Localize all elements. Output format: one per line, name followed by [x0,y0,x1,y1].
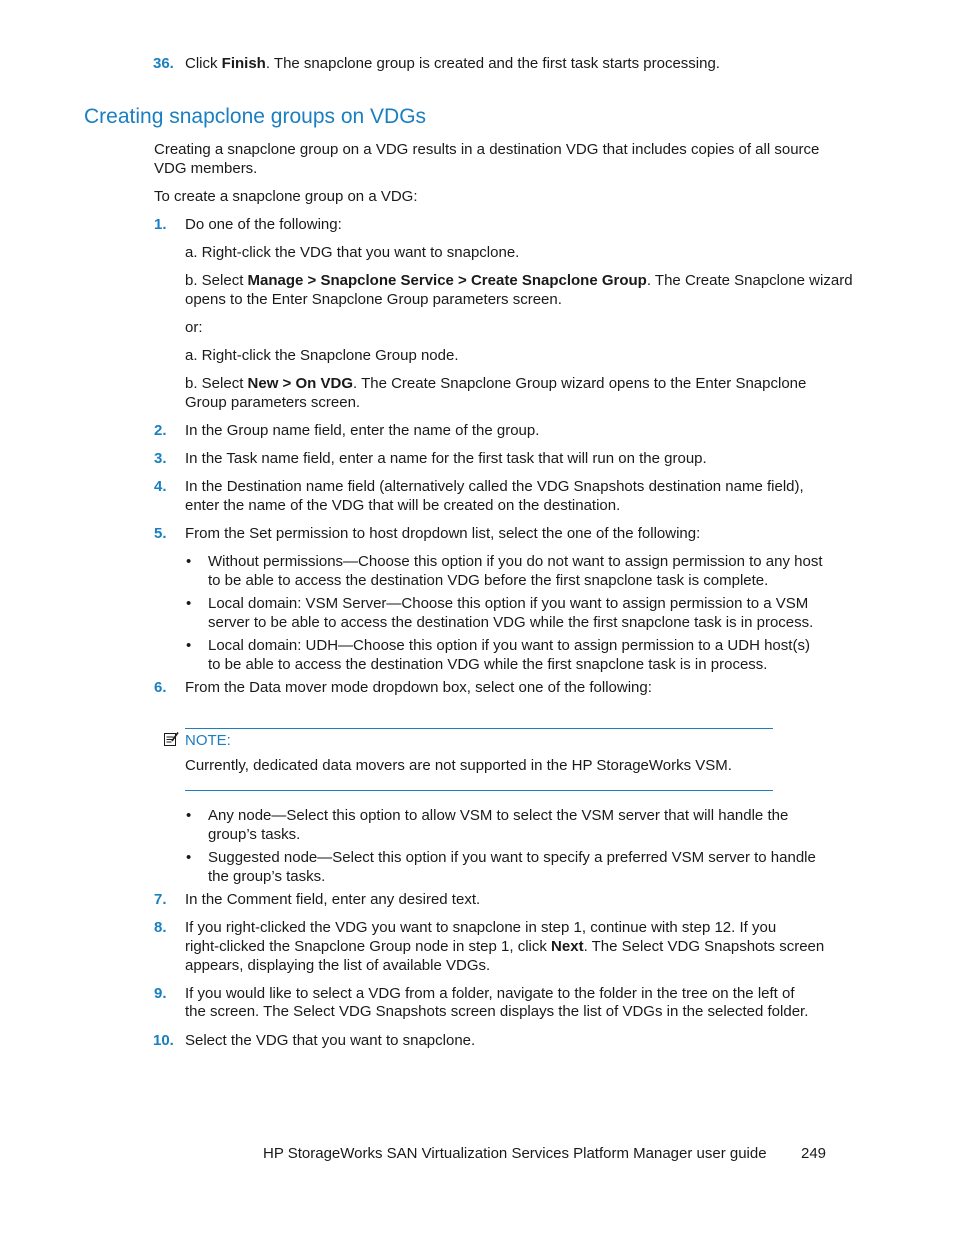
step-8-line-3: appears, displaying the list of available VDGs. [185,957,491,974]
intro-line-1: Creating a snapclone group on a VDG results in a destination VDG that includes copies of all source [154,141,820,158]
step-number: 1. [154,216,167,233]
step-1-or: or: [185,319,203,336]
section-title: Creating snapclone groups on VDGs [84,105,427,128]
step-1-b2-line-2: Group parameters screen. [185,394,361,411]
step-number: 10. [153,1032,174,1049]
step-9-line-2: the screen. The Select VDG Snapshots screen displays the list of VDGs in the selected folder. [185,1003,809,1020]
step-36-pre: Click [185,55,222,72]
step-1-b1-pre: b. Select [185,272,248,289]
step-number: 6. [154,679,167,696]
step-1-b1 [185,271,853,290]
bullet-icon: • [186,637,192,654]
step-6-text: From the Data mover mode dropdown box, select one of the following: [185,679,652,696]
step-4-line-2: enter the name of the VDG that will be created on the destination. [185,497,621,514]
note-bottom-rule [185,790,773,791]
step-3-text: In the Task name field, enter a name for the first task that will run on the group. [185,450,707,467]
step-8-line-1: If you right-clicked the VDG you want to snapclone in step 1, continue with step 12. If you [185,919,777,936]
step-6-bullet-1-line-2: group’s tasks. [208,826,301,843]
step-number: 8. [154,919,167,936]
step-36-bold: Finish [221,55,266,72]
step-5-bullet-3-line-2: to be able to access the destination VDG while the first snapclone task is in process. [208,656,768,673]
step-5-bullet-2-line-1: Local domain: VSM Server—Choose this option if you want to assign permission to a VSM [208,595,809,612]
step-1-a2: a. Right-click the Snapclone Group node. [185,347,459,364]
step-number: 36. [153,55,174,72]
step-1-b2-pre: b. Select [185,375,248,392]
intro-line-2: VDG members. [154,160,258,177]
step-36-text [185,54,720,73]
step-6-bullet-1-line-1: Any node—Select this option to allow VSM to select the VSM server that will handle the [208,807,789,824]
step-1-b2-post: . The Create Snapclone Group wizard opens to the Enter Snapclone [353,375,807,392]
step-8-line-2-pre: right-clicked the Snapclone Group node in step 1, click [185,938,552,955]
step-8-line-2-bold: Next [551,938,584,955]
note-icon [163,731,179,747]
step-5-bullet-2-line-2: server to be able to access the destination VDG while the first snapclone task is in process. [208,614,814,631]
step-1-a1: a. Right-click the VDG that you want to snapclone. [185,244,520,261]
step-1-b1-line-2: opens to the Enter Snapclone Group parameters screen. [185,291,562,308]
bullet-icon: • [186,807,192,824]
step-1-b2-bold: New > On VDG [247,375,353,392]
bullet-icon: • [186,553,192,570]
step-5-bullet-1-line-2: to be able to access the destination VDG before the first snapclone task is complete. [208,572,769,589]
intro-line-3: To create a snapclone group on a VDG: [154,188,418,205]
step-10-text: Select the VDG that you want to snapclone. [185,1032,476,1049]
step-number: 9. [154,985,167,1002]
step-36-post: . The snapclone group is created and the first task starts processing. [265,55,720,72]
step-4-line-1: In the Destination name field (alternatively called the VDG Snapshots destination name field), [185,478,804,495]
step-number: 5. [154,525,167,542]
step-number: 7. [154,891,167,908]
step-number: 4. [154,478,167,495]
note-text: Currently, dedicated data movers are not supported in the HP StorageWorks VSM. [185,757,732,774]
step-9-line-1: If you would like to select a VDG from a folder, navigate to the folder in the tree on the left of [185,985,795,1002]
note-top-rule [185,728,773,729]
page-number: 249 [801,1145,827,1162]
step-1-b1-bold: Manage > Snapclone Service > Create Snapclone Group [247,272,647,289]
step-number: 2. [154,422,167,439]
step-number: 3. [154,450,167,467]
bullet-icon: • [186,595,192,612]
step-5-bullet-1-line-1: Without permissions—Choose this option if you do not want to assign permission to any host [208,553,823,570]
step-1-b2 [185,374,806,393]
step-8-line-2-post: . The Select VDG Snapshots screen [583,938,825,955]
step-1-text: Do one of the following: [185,216,342,233]
step-7-text: In the Comment field, enter any desired text. [185,891,481,908]
step-2-text: In the Group name field, enter the name of the group. [185,422,540,439]
bullet-icon: • [186,849,192,866]
step-6-bullet-2-line-2: the group’s tasks. [208,868,326,885]
note-label: NOTE: [185,732,231,749]
step-1-b1-post: . The Create Snapclone wizard [646,272,853,289]
step-6-bullet-2-line-1: Suggested node—Select this option if you want to specify a preferred VSM server to handle [208,849,816,866]
step-8-line-2 [185,937,824,956]
step-5-bullet-3-line-1: Local domain: UDH—Choose this option if you want to assign permission to a UDH host(s) [208,637,810,654]
footer-title: HP StorageWorks SAN Virtualization Services Platform Manager user guide [263,1145,767,1162]
step-5-text: From the Set permission to host dropdown list, select the one of the following: [185,525,701,542]
